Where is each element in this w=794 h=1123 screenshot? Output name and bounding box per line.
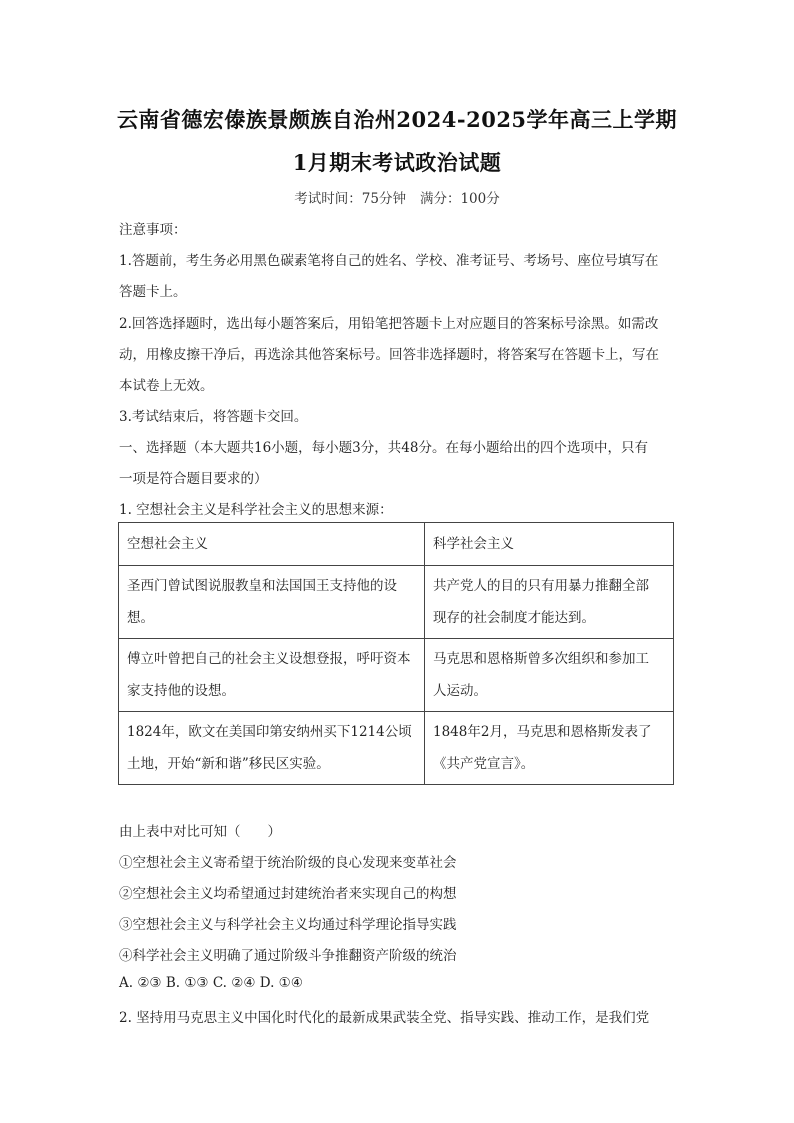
statement-4: ④科学社会主义明确了通过阶级斗争推翻资产阶级的统治 xyxy=(119,948,457,964)
cell-line: 马克思和恩格斯曾多次组织和参加工 xyxy=(433,651,649,667)
table-cell-utopian xyxy=(119,639,425,712)
cell-line: 《共产党宣言》。 xyxy=(433,756,535,772)
table-cell-scientific xyxy=(425,639,674,712)
cell-line: 1824年，欧文在美国印第安纳州买下1214公顷 xyxy=(127,724,412,740)
cell-line: 家支持他的设想。 xyxy=(127,683,235,699)
table-row xyxy=(119,639,674,712)
cell-line: 共产党人的目的只有用暴力推翻全部 xyxy=(433,578,649,594)
table-header-row xyxy=(119,523,674,566)
question-1-stem: 1. 空想社会主义是科学社会主义的思想来源： xyxy=(119,502,393,518)
table-cell-utopian xyxy=(119,712,425,785)
notes-item-2-line-2: 动，用橡皮擦干净后，再选涂其他答案标号。回答非选择题时，将答案写在答题卡上，写在 xyxy=(119,347,659,363)
answer-options: A. ②③ B. ①③ C. ②④ D. ①④ xyxy=(119,975,303,991)
notes-item-2-line-3: 本试卷上无效。 xyxy=(119,378,214,394)
table-header-utopian: 空想社会主义 xyxy=(119,523,425,566)
question-2-stem: 2. 坚持用马克思主义中国化时代化的最新成果武装全党、指导实践、推动工作，是我们党 xyxy=(119,1010,650,1026)
cell-line: 现存的社会制度才能达到。 xyxy=(433,610,595,626)
cell-line: 傅立叶曾把自己的社会主义设想登报，呼吁资本 xyxy=(127,651,411,667)
comparison-table xyxy=(118,522,674,785)
notes-item-1-line-1: 1.答题前，考生务必用黑色碳素笔将自己的姓名、学校、准考证号、考场号、座位号填写在 xyxy=(119,253,659,269)
exam-title-line2: 1月期末考试政治试题 xyxy=(292,150,502,175)
section-1-heading-line-1: 一、选择题（本大题共16小题，每小题3分，共48分。在每小题给出的四个选项中，只有 xyxy=(119,440,648,456)
exam-time: 考试时间：75分钟 xyxy=(294,191,406,207)
exam-meta xyxy=(0,187,794,207)
exam-title-line1: 云南省德宏傣族景颇族自治州2024-2025学年高三上学期 xyxy=(116,107,678,132)
cell-line: 圣西门曾试图说服教皇和法国国王支持他的设 xyxy=(127,578,397,594)
statement-3: ③空想社会主义与科学社会主义均通过科学理论指导实践 xyxy=(119,917,457,933)
table-cell-scientific xyxy=(425,712,674,785)
statement-2: ②空想社会主义均希望通过封建统治者来实现自己的构想 xyxy=(119,886,457,902)
notes-heading: 注意事项： xyxy=(119,222,187,238)
table-header-scientific: 科学社会主义 xyxy=(425,523,674,566)
table-cell-utopian xyxy=(119,566,425,639)
cell-line: 人运动。 xyxy=(433,683,487,699)
notes-item-1-line-2: 答题卡上。 xyxy=(119,284,187,300)
table-row xyxy=(119,566,674,639)
cell-line: 想。 xyxy=(127,610,154,626)
statement-1: ①空想社会主义寄希望于统治阶级的良心发现来变革社会 xyxy=(119,855,457,871)
section-1-heading-line-2: 一项是符合题目要求的） xyxy=(119,471,268,487)
notes-item-2-line-1: 2.回答选择题时，选出每小题答案后，用铅笔把答题卡上对应题目的答案标号涂黑。如需改 xyxy=(119,316,659,332)
cell-line: 1848年2月，马克思和恩格斯发表了 xyxy=(433,724,652,740)
question-1-prompt: 由上表中对比可知（ ） xyxy=(119,824,281,840)
table-row xyxy=(119,712,674,785)
notes-item-3: 3.考试结束后，将答题卡交回。 xyxy=(119,409,308,425)
table-cell-scientific xyxy=(425,566,674,639)
full-score: 满分：100分 xyxy=(419,191,500,207)
cell-line: 土地，开始“新和谐”移民区实验。 xyxy=(127,756,330,772)
